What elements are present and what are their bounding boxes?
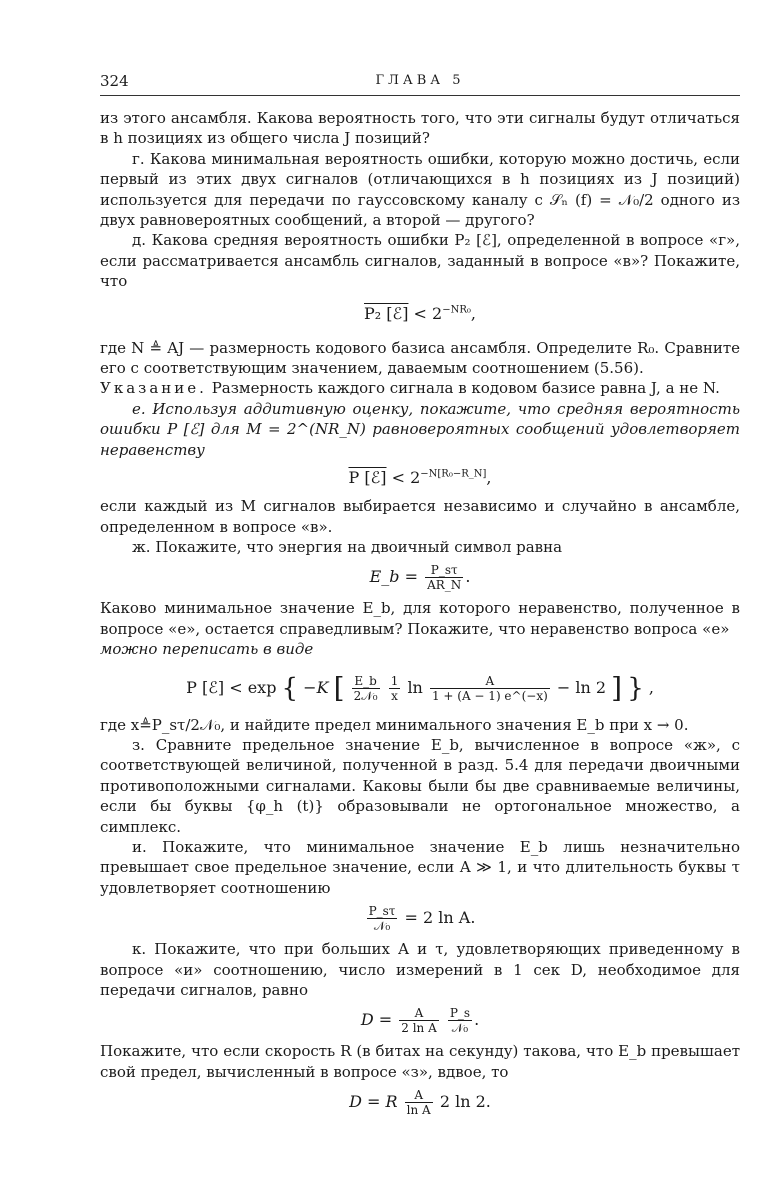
formula-6-frac-b-num: P_s [449, 1006, 471, 1021]
formula-5-rhs: = 2 ln A. [404, 908, 476, 928]
hint-paragraph [100, 378, 740, 398]
formula-3-lhs: E_b = [369, 567, 419, 587]
formula-7-lhs: D = R [349, 1092, 398, 1112]
formula-7-fraction [405, 1088, 433, 1117]
question-zh-continued: Каково минимальное значение E_b, для которого неравенство, полученное в вопросе «е», остается справедливым? Покажите, что неравенство вопроса «е» [100, 599, 740, 638]
formula-4-bracket-close: ] [611, 671, 623, 705]
question-e: е. Используя аддитивную оценку, покажите, что средняя вероятность ошибки P [ℰ] для M = 2^(NR_N) равновероятных сообщений удовлетворяет неравенству [100, 399, 740, 459]
formula-2-lhs: P [ℰ] [348, 468, 387, 488]
formula-4-brace-close: } [627, 673, 644, 704]
formula-4-brace-open: { [281, 673, 299, 704]
formula-7-numerator: A [405, 1088, 433, 1103]
formula-4-frac-b [389, 674, 401, 703]
formula-4-frac-c [430, 674, 550, 703]
formula-4-lhs: P [ℰ] < exp [186, 677, 277, 697]
formula-6: D = $\frac{A}{\text{2 ln A}}$ $\frac{P\_s}{\text{𝒩₀}}$ . [360, 1006, 480, 1036]
question-e-continued: если каждый из M сигналов выбирается независимо и случайно в ансамбле, определенном в вопросе «в». [100, 497, 740, 536]
formula-6-frac-a-num: A [399, 1006, 439, 1021]
formula-6-lhs: D = [360, 1010, 393, 1030]
chapter-title: ГЛАВА 5 [375, 73, 465, 88]
page-body [100, 108, 740, 1123]
formula-4: P [ℰ] < exp { −K [ $\frac{E\_b}{\text{2𝒩₀}}$ $\frac{1}{x}$ ln $\frac{A}{1 + (A - 1) e\^{}(-x)}$ − ln 2 ] } , [186, 671, 654, 705]
header-rule [100, 95, 740, 96]
formula-2-rhs: < 2 [391, 468, 421, 488]
question-d-continued: где N ≜ AJ — размерность кодового базиса ансамбля. Определите R₀. Сравните его с соответствующим значением, даваемым соотношением (5.56). [100, 338, 740, 378]
formula-4-frac-a-den: 2𝒩₀ [353, 688, 378, 703]
formula-5-denominator: 𝒩₀ [373, 919, 391, 934]
formula-1-lhs: P₂ [ℰ] [364, 303, 409, 323]
question-z: з. Сравните предельное значение E_b, вычисленное в вопросе «ж», с соответствующей величиной, полученной в разд. 5.4 для передачи двоичными противоположными сигналами. Каковы были бы две сравниваемые величины, если бы буквы {φ_h (t)} образовывали не ортогональное множество, а симплекс. [100, 735, 740, 836]
formula-4-frac-a [352, 674, 380, 703]
formula-3-denominator: AR_N [427, 578, 462, 593]
formula-2-exponent: −N[R₀−R_N] [420, 468, 487, 480]
page-number: 324 [100, 72, 129, 90]
formula-4-frac-c-num: A [430, 674, 550, 689]
formula-4-ln: ln [407, 677, 423, 697]
formula-6-frac-a-den: 2 ln A [401, 1021, 437, 1036]
question-zh-italic: можно переписать в виде [100, 640, 314, 659]
formula-5 [100, 904, 740, 933]
formula-1-rhs: < 2 [413, 303, 443, 323]
question-zh-end: где x≜P_sτ/2𝒩₀, и найдите предел минимального значения E_b при x → 0. [100, 715, 689, 734]
formula-3-fraction [425, 563, 463, 592]
paragraph-continued: из этого ансамбля. Какова вероятность того, что эти сигналы будут отличаться в h позициях из общего числа J позиций? [100, 109, 740, 148]
formula-3-numerator: P_sτ [425, 563, 463, 578]
formula-4-frac-c-den: 1 + (A − 1) e^(−x) [431, 688, 548, 703]
formula-2: P [ℰ] < $2^{-N[R_0-R\_N]}$, [348, 468, 492, 488]
formula-5-fraction [367, 904, 398, 933]
formula-4-frac-b-den: x [391, 688, 398, 703]
formula-7-rhs: 2 ln 2. [439, 1092, 491, 1112]
question-k-continued: Покажите, что если скорость R (в битах на секунду) такова, что E_b превышает свой предел, вычисленный в вопросе «з», вдвое, то [100, 1042, 740, 1081]
formula-1: P₂ [ℰ] < $2^{-NR_0}$, [364, 303, 476, 323]
formula-6-frac-a [399, 1006, 439, 1035]
formula-4-tail: − ln 2 [556, 677, 607, 697]
hint-text: Размерность каждого сигнала в кодовом базисе равна J, а не N. [211, 379, 720, 398]
formula-4-frac-b-num: 1 [390, 673, 399, 688]
page-header [100, 72, 740, 92]
formula-4-bracket-open: [ [333, 671, 345, 705]
question-zh: ж. Покажите, что энергия на двоичный символ равна [132, 537, 563, 556]
formula-7-denominator: ln A [406, 1103, 431, 1118]
formula-4-frac-a-num: E_b [352, 674, 380, 689]
formula-7 [100, 1088, 740, 1117]
formula-5-numerator: P_sτ [368, 904, 396, 919]
question-d: д. Какова средняя вероятность ошибки P₂ [ℰ], определенной в вопросе «г», если рассматривается ансамбль сигналов, заданный в вопросе «в»? Покажите, что [100, 231, 740, 291]
formula-3: E_b = $\frac{P\_s\tau}{AR\_N}$ . [369, 563, 471, 593]
question-g: г. Какова минимальная вероятность ошибки, которую можно достичь, если первый из этих двух сигналов (отличающихся в h позициях из J позиций) используется для передачи по гауссовскому каналу с 𝒮ₙ (f) = 𝒩₀/2 одного из двух равновероятных сообщений, а второй — другого? [100, 149, 740, 230]
question-i: и. Покажите, что минимальное значение E_b лишь незначительно превышает свое предельное значение, если A ≫ 1, и что длительность буквы τ удовлетворяет соотношению [100, 837, 740, 897]
question-k: к. Покажите, что при больших A и τ, удовлетворяющих приведенному в вопросе «и» соотношению, число измерений в 1 сек D, необходимое для передачи сигналов, равно [100, 940, 740, 999]
hint-label: Указание. [100, 379, 207, 398]
formula-1-exponent: −NR₀ [442, 304, 471, 316]
formula-6-frac-b-den: 𝒩₀ [451, 1021, 469, 1036]
formula-6-frac-b [448, 1006, 472, 1035]
